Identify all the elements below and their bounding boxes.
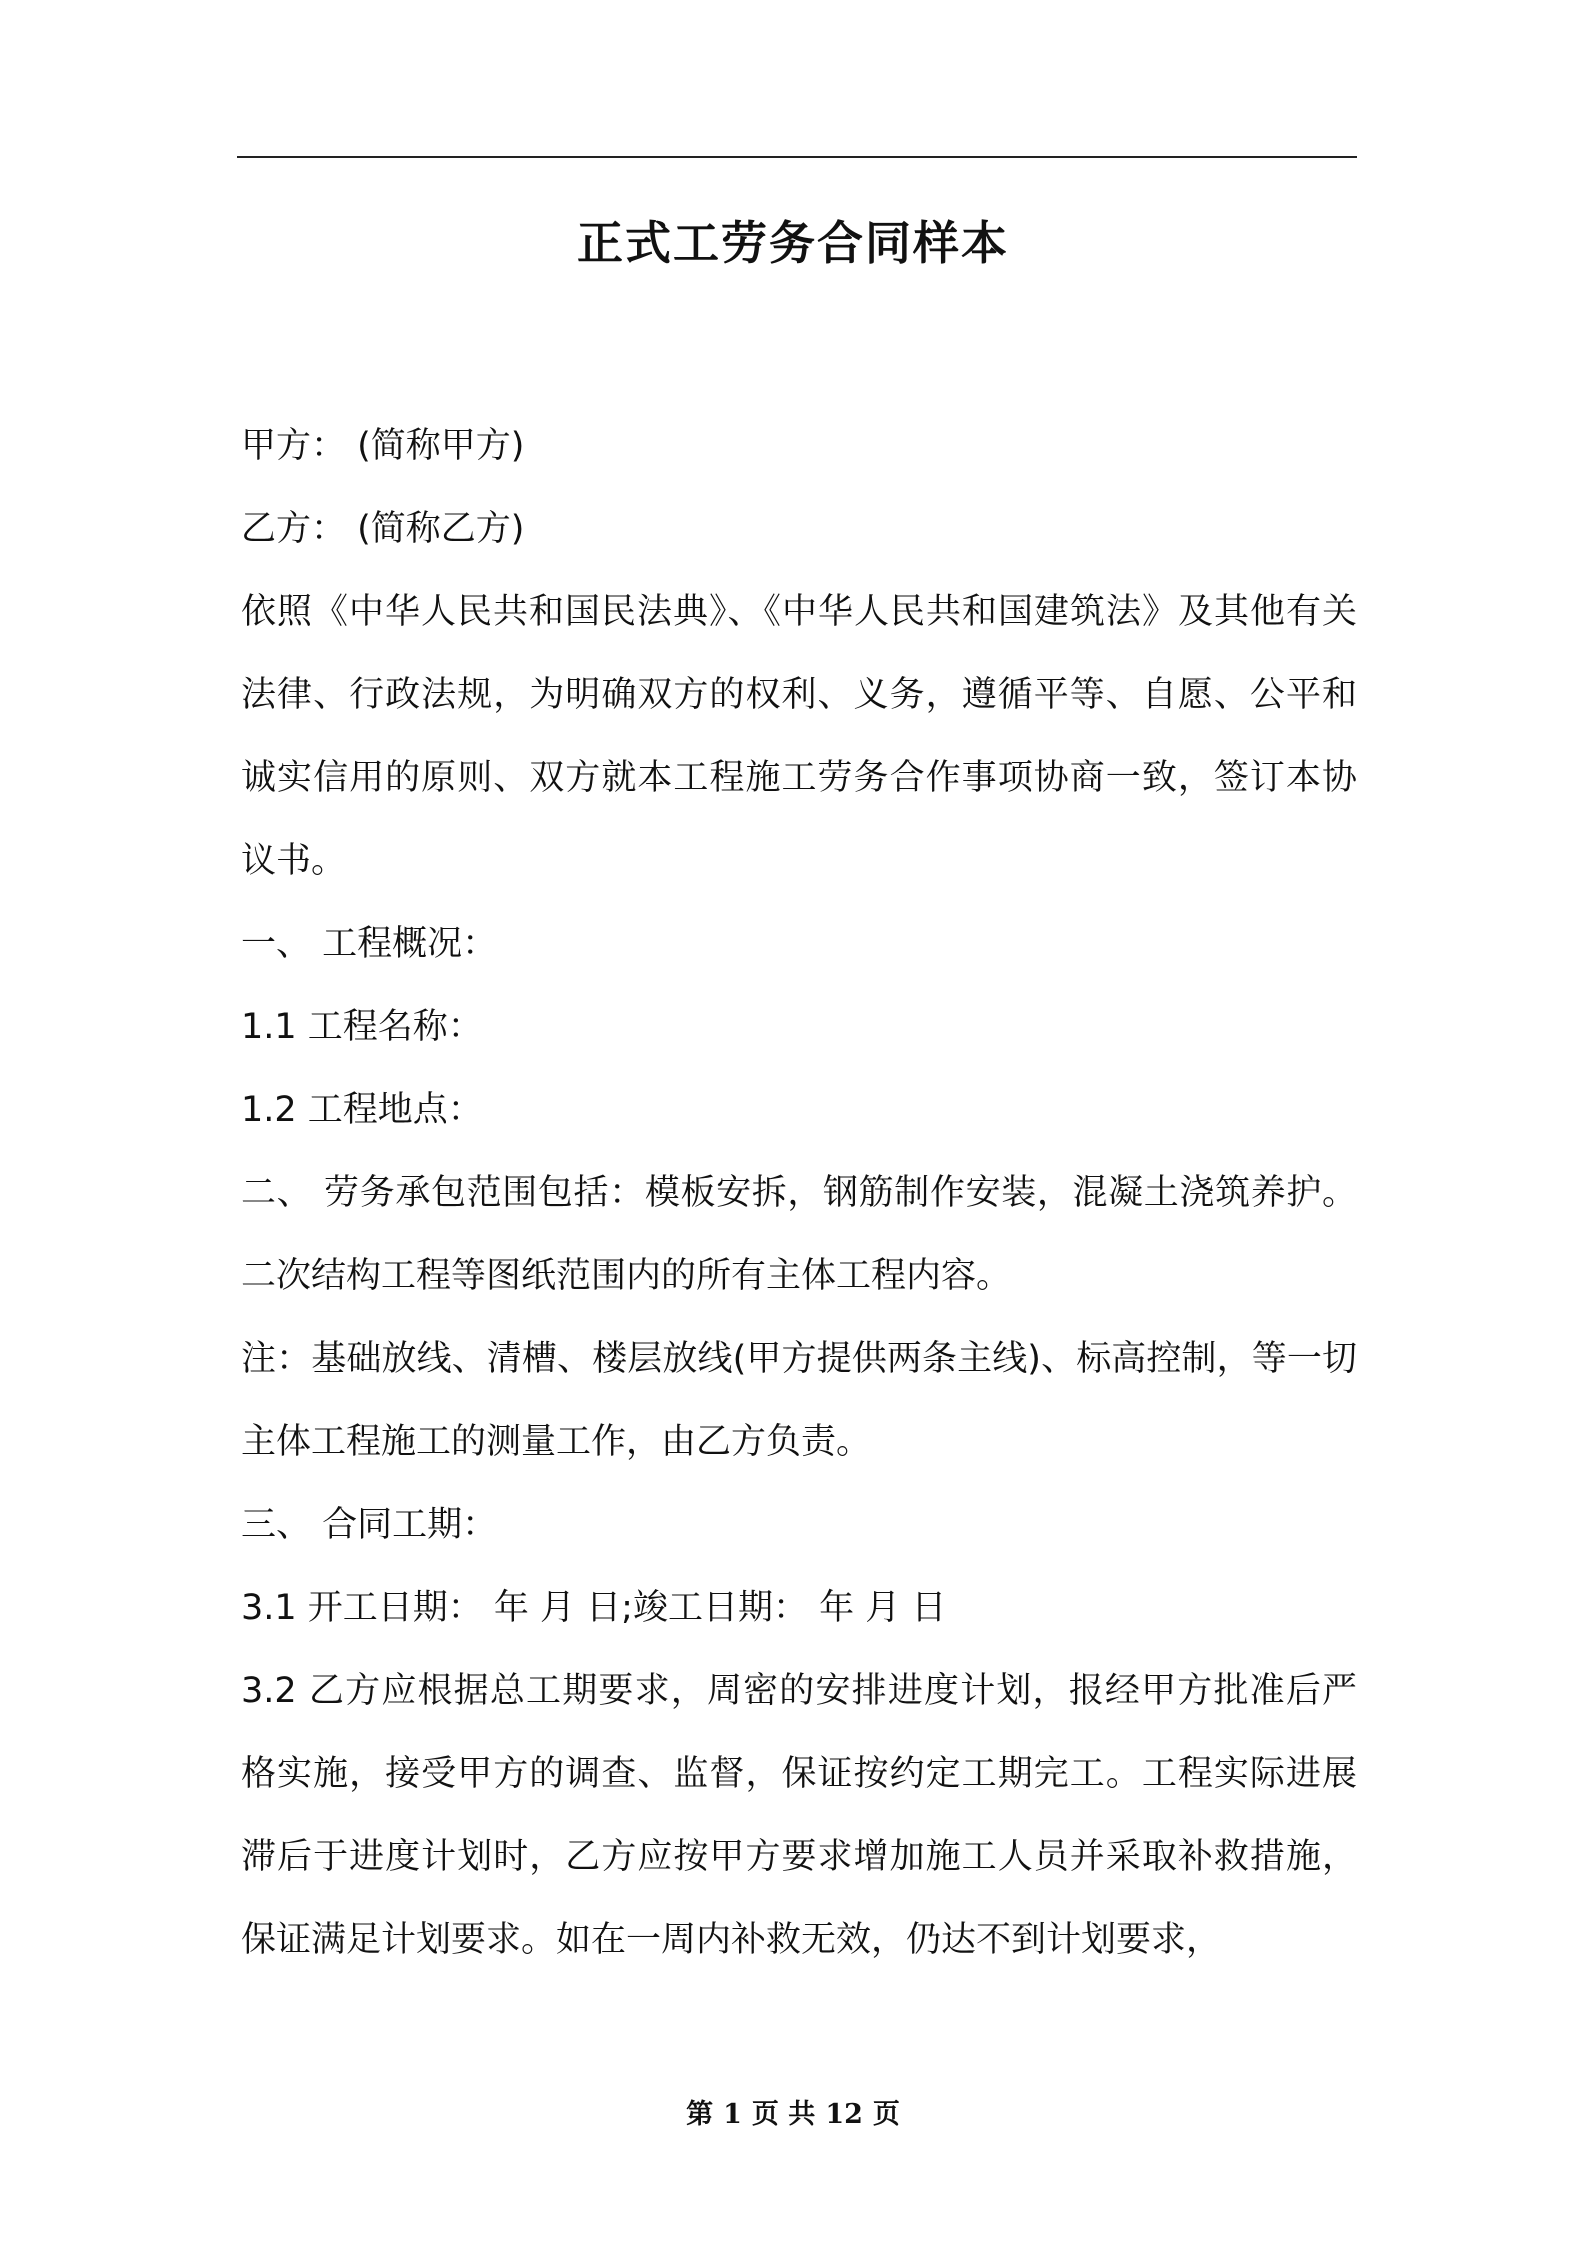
party-a-line: 甲方： (简称甲方) [241,426,525,466]
footer-current-page: 1 [723,2099,742,2130]
clause-1-1: 1.1 工程名称： [241,1007,483,1047]
footer-prefix: 第 [686,2099,714,2130]
clause-1-2: 1.2 工程地点： [241,1090,483,1130]
section-3-heading: 三、 合同工期： [241,1505,498,1545]
header-rule [237,156,1357,158]
section-1-heading: 一、 工程概况： [241,924,498,964]
page-number-footer [0,2097,1586,2133]
footer-middle: 页 共 [751,2099,816,2130]
document-title: 正式工劳务合同样本 [577,216,1009,270]
party-b-line: 乙方： (简称乙方) [241,509,525,549]
document-body [241,405,1357,1982]
footer-suffix: 页 [872,2099,900,2130]
note-paragraph: 注：基础放线、清槽、楼层放线(甲方提供两条主线)、标高控制，等一切主体工程施工的测量工作，由乙方负责。 [241,1339,1357,1462]
section-2-paragraph: 二、 劳务承包范围包括：模板安拆，钢筋制作安装，混凝土浇筑养护。二次结构工程等图纸范围内的所有主体工程内容。 [241,1173,1357,1296]
clause-3-2: 3.2 乙方应根据总工期要求，周密的安排进度计划，报经甲方批准后严格实施，接受甲方的调查、监督，保证按约定工期完工。工程实际进展滞后于进度计划时，乙方应按甲方要求增加施工人员并采取补救措施，保证满足计划要求。如在一周内补救无效，仍达不到计划要求， [241,1671,1357,1960]
clause-3-1: 3.1 开工日期： 年 月 日;竣工日期： 年 月 日 [241,1588,947,1628]
footer-total-pages: 12 [825,2099,863,2130]
preamble-paragraph: 依照《中华人民共和国民法典》、《中华人民共和国建筑法》及其他有关法律、行政法规，为明确双方的权利、义务，遵循平等、自愿、公平和诚实信用的原则、双方就本工程施工劳务合作事项协商一致，签订本协议书。 [241,592,1357,881]
